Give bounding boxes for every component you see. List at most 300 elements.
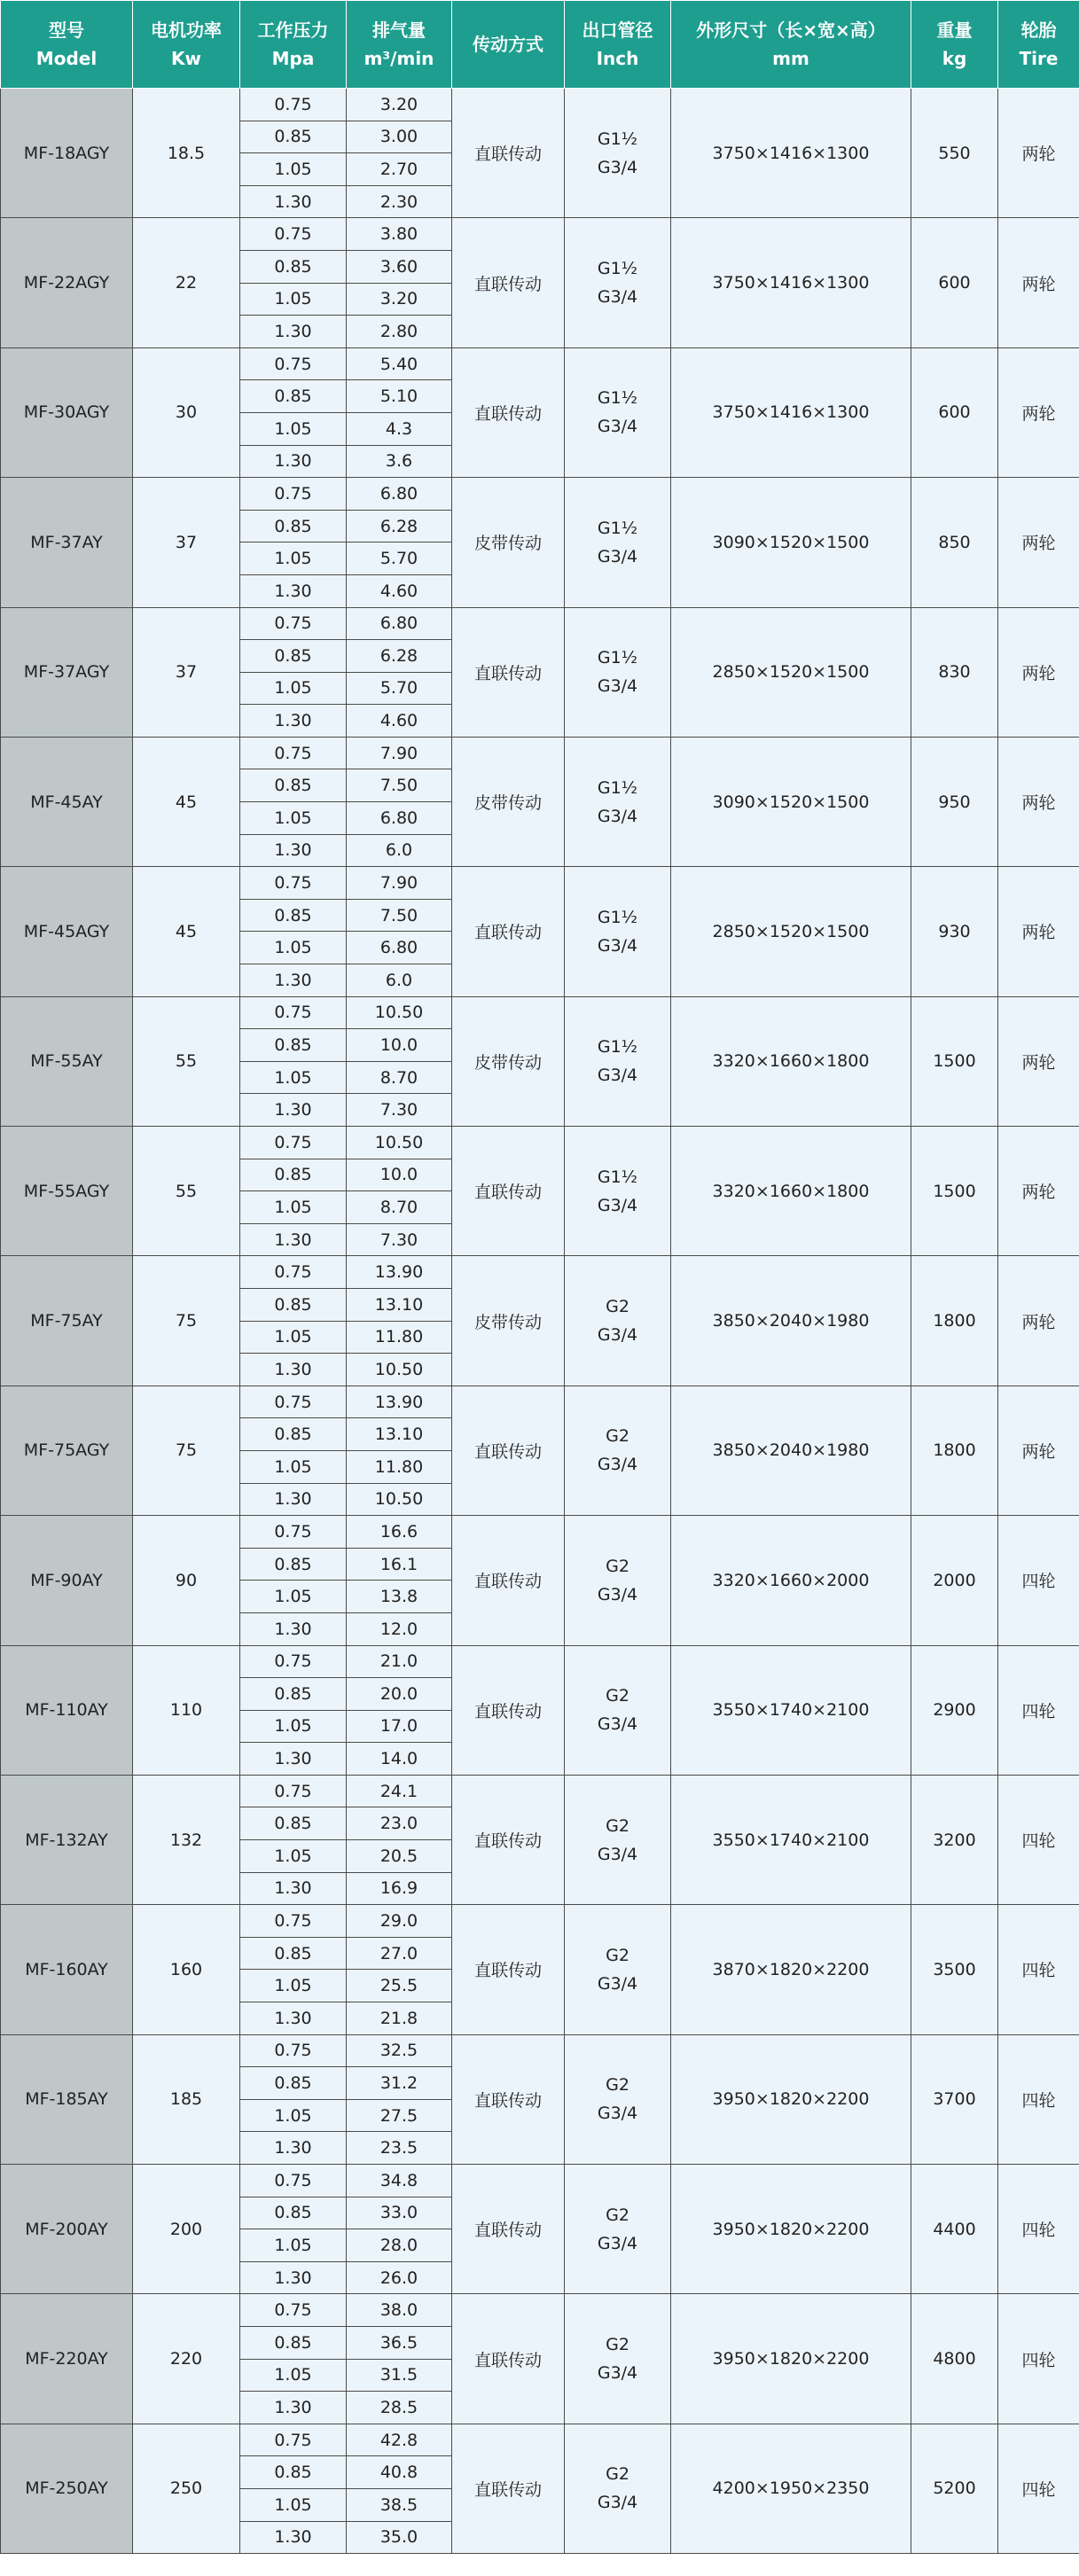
drive-cell: 皮带传动 bbox=[452, 478, 565, 607]
displacement-cell: 10.0 bbox=[347, 1029, 452, 1062]
drive-cell: 直联传动 bbox=[452, 1127, 565, 1256]
pressure-cell: 0.75 bbox=[240, 2034, 347, 2067]
weight-cell: 5200 bbox=[911, 2424, 998, 2553]
displacement-cell: 7.50 bbox=[347, 769, 452, 802]
displacement-cell: 33.0 bbox=[347, 2197, 452, 2229]
pressure-cell: 1.05 bbox=[240, 1450, 347, 1483]
table-row bbox=[1, 2294, 1079, 2327]
displacement-cell: 5.40 bbox=[347, 347, 452, 380]
displacement-cell: 3.6 bbox=[347, 445, 452, 478]
displacement-cell: 36.5 bbox=[347, 2326, 452, 2359]
model-cell: MF-220AY bbox=[1, 2294, 133, 2424]
outlet-cell bbox=[565, 2034, 671, 2164]
pressure-cell: 0.75 bbox=[240, 1775, 347, 1807]
model-cell: MF-37AY bbox=[1, 478, 133, 607]
drive-cell: 皮带传动 bbox=[452, 996, 565, 1126]
pressure-cell: 0.75 bbox=[240, 1516, 347, 1549]
power-cell: 45 bbox=[133, 867, 240, 996]
displacement-cell: 6.80 bbox=[347, 932, 452, 964]
pressure-cell: 1.30 bbox=[240, 2261, 347, 2294]
dimensions-cell: 3320×1660×1800 bbox=[671, 1127, 911, 1256]
outlet-secondary: G3/4 bbox=[597, 1844, 638, 1864]
header-tire bbox=[998, 1, 1079, 89]
outlet-main: G1½ bbox=[597, 907, 638, 927]
pressure-cell: 1.05 bbox=[240, 2099, 347, 2132]
drive-cell: 皮带传动 bbox=[452, 737, 565, 866]
model-cell: MF-45AY bbox=[1, 737, 133, 866]
displacement-cell: 6.80 bbox=[347, 478, 452, 511]
pressure-cell: 0.75 bbox=[240, 347, 347, 380]
outlet-main: G2 bbox=[606, 1945, 629, 1965]
header-pressure-en: Mpa bbox=[271, 48, 315, 69]
displacement-cell: 3.20 bbox=[347, 89, 452, 121]
displacement-cell: 4.60 bbox=[347, 574, 452, 607]
displacement-cell: 26.0 bbox=[347, 2261, 452, 2294]
outlet-cell bbox=[565, 2424, 671, 2553]
displacement-cell: 10.50 bbox=[347, 1127, 452, 1159]
tire-cell: 四轮 bbox=[998, 2424, 1079, 2553]
pressure-cell: 1.05 bbox=[240, 932, 347, 964]
displacement-cell: 13.8 bbox=[347, 1581, 452, 1613]
pressure-cell: 1.05 bbox=[240, 1840, 347, 1873]
displacement-cell: 31.5 bbox=[347, 2359, 452, 2392]
pressure-cell: 0.85 bbox=[240, 640, 347, 673]
outlet-main: G1½ bbox=[597, 388, 638, 409]
dimensions-cell: 3750×1416×1300 bbox=[671, 218, 911, 347]
model-cell: MF-75AY bbox=[1, 1256, 133, 1386]
displacement-cell: 3.00 bbox=[347, 121, 452, 153]
dimensions-cell: 2850×1520×1500 bbox=[671, 867, 911, 996]
power-cell: 55 bbox=[133, 1127, 240, 1256]
displacement-cell: 11.80 bbox=[347, 1450, 452, 1483]
pressure-cell: 0.75 bbox=[240, 478, 347, 511]
tire-cell: 四轮 bbox=[998, 2165, 1079, 2294]
displacement-cell: 20.0 bbox=[347, 1678, 452, 1711]
pressure-cell: 1.05 bbox=[240, 672, 347, 705]
header-pressure bbox=[240, 1, 347, 89]
table-header bbox=[1, 1, 1079, 89]
table-row bbox=[1, 89, 1079, 121]
dimensions-cell: 3550×1740×2100 bbox=[671, 1645, 911, 1775]
displacement-cell: 6.80 bbox=[347, 607, 452, 640]
model-cell: MF-132AY bbox=[1, 1775, 133, 1904]
outlet-cell bbox=[565, 1516, 671, 1645]
weight-cell: 3500 bbox=[911, 1905, 998, 2034]
pressure-cell: 1.30 bbox=[240, 1872, 347, 1905]
tire-cell: 两轮 bbox=[998, 607, 1079, 737]
displacement-cell: 6.28 bbox=[347, 510, 452, 543]
table-row bbox=[1, 867, 1079, 900]
table-row bbox=[1, 1386, 1079, 1418]
weight-cell: 1500 bbox=[911, 996, 998, 1126]
displacement-cell: 3.80 bbox=[347, 218, 452, 251]
pressure-cell: 1.30 bbox=[240, 1223, 347, 1256]
table-row bbox=[1, 996, 1079, 1029]
pressure-cell: 0.85 bbox=[240, 1159, 347, 1191]
outlet-secondary: G3/4 bbox=[597, 1714, 638, 1735]
displacement-cell: 4.3 bbox=[347, 412, 452, 445]
outlet-secondary: G3/4 bbox=[597, 1066, 638, 1086]
outlet-main: G2 bbox=[606, 2075, 629, 2096]
power-cell: 200 bbox=[133, 2165, 240, 2294]
outlet-main: G2 bbox=[606, 2464, 629, 2485]
pressure-cell: 1.30 bbox=[240, 1743, 347, 1776]
drive-cell: 直联传动 bbox=[452, 1386, 565, 1515]
drive-cell: 直联传动 bbox=[452, 1516, 565, 1645]
pressure-cell: 1.05 bbox=[240, 543, 347, 575]
displacement-cell: 25.5 bbox=[347, 1970, 452, 2002]
pressure-cell: 0.75 bbox=[240, 1386, 347, 1418]
tire-cell: 四轮 bbox=[998, 1516, 1079, 1645]
pressure-cell: 0.85 bbox=[240, 1678, 347, 1711]
power-cell: 250 bbox=[133, 2424, 240, 2553]
outlet-cell bbox=[565, 1386, 671, 1515]
power-cell: 160 bbox=[133, 1905, 240, 2034]
outlet-cell bbox=[565, 2294, 671, 2424]
model-cell: MF-250AY bbox=[1, 2424, 133, 2553]
displacement-cell: 2.30 bbox=[347, 185, 452, 218]
dimensions-cell: 3950×1820×2200 bbox=[671, 2034, 911, 2164]
table-row bbox=[1, 2424, 1079, 2456]
drive-cell: 直联传动 bbox=[452, 1775, 565, 1904]
weight-cell: 2900 bbox=[911, 1645, 998, 1775]
tire-cell: 四轮 bbox=[998, 2294, 1079, 2424]
pressure-cell: 1.05 bbox=[240, 153, 347, 186]
power-cell: 185 bbox=[133, 2034, 240, 2164]
outlet-main: G2 bbox=[606, 1297, 629, 1317]
outlet-cell bbox=[565, 607, 671, 737]
pressure-cell: 0.75 bbox=[240, 2424, 347, 2456]
weight-cell: 600 bbox=[911, 218, 998, 347]
weight-cell: 3200 bbox=[911, 1775, 998, 1904]
displacement-cell: 11.80 bbox=[347, 1321, 452, 1354]
dimensions-cell: 2850×1520×1500 bbox=[671, 607, 911, 737]
outlet-main: G2 bbox=[606, 1815, 629, 1836]
displacement-cell: 5.70 bbox=[347, 543, 452, 575]
outlet-cell bbox=[565, 1645, 671, 1775]
pressure-cell: 0.75 bbox=[240, 1645, 347, 1678]
pressure-cell: 1.30 bbox=[240, 2392, 347, 2424]
displacement-cell: 16.9 bbox=[347, 1872, 452, 1905]
pressure-cell: 1.30 bbox=[240, 1612, 347, 1645]
drive-cell: 直联传动 bbox=[452, 89, 565, 218]
weight-cell: 850 bbox=[911, 478, 998, 607]
pressure-cell: 1.30 bbox=[240, 2132, 347, 2165]
model-cell: MF-160AY bbox=[1, 1905, 133, 2034]
displacement-cell: 12.0 bbox=[347, 1612, 452, 1645]
tire-cell: 两轮 bbox=[998, 867, 1079, 996]
displacement-cell: 6.0 bbox=[347, 834, 452, 867]
pressure-cell: 0.85 bbox=[240, 1418, 347, 1451]
displacement-cell: 7.90 bbox=[347, 737, 452, 769]
pressure-cell: 1.05 bbox=[240, 2229, 347, 2262]
weight-cell: 1500 bbox=[911, 1127, 998, 1256]
pressure-cell: 1.05 bbox=[240, 1321, 347, 1354]
header-model-en: Model bbox=[35, 48, 98, 69]
power-cell: 132 bbox=[133, 1775, 240, 1904]
displacement-cell: 16.6 bbox=[347, 1516, 452, 1549]
outlet-main: G2 bbox=[606, 1556, 629, 1576]
displacement-cell: 16.1 bbox=[347, 1548, 452, 1581]
table-row bbox=[1, 1775, 1079, 1807]
header-displacement-en: m³/min bbox=[364, 48, 434, 69]
weight-cell: 4400 bbox=[911, 2165, 998, 2294]
dimensions-cell: 3750×1416×1300 bbox=[671, 89, 911, 218]
outlet-secondary: G3/4 bbox=[597, 676, 638, 697]
pressure-cell: 0.75 bbox=[240, 737, 347, 769]
displacement-cell: 32.5 bbox=[347, 2034, 452, 2067]
model-cell: MF-45AGY bbox=[1, 867, 133, 996]
pressure-cell: 0.85 bbox=[240, 1937, 347, 1970]
power-cell: 45 bbox=[133, 737, 240, 866]
pressure-cell: 1.30 bbox=[240, 574, 347, 607]
outlet-secondary: G3/4 bbox=[597, 2233, 638, 2253]
displacement-cell: 31.2 bbox=[347, 2067, 452, 2100]
power-cell: 220 bbox=[133, 2294, 240, 2424]
outlet-secondary: G3/4 bbox=[597, 157, 638, 177]
tire-cell: 两轮 bbox=[998, 996, 1079, 1126]
header-power-cn: 电机功率 bbox=[151, 20, 222, 41]
power-cell: 110 bbox=[133, 1645, 240, 1775]
outlet-cell bbox=[565, 218, 671, 347]
displacement-cell: 5.10 bbox=[347, 380, 452, 413]
displacement-cell: 6.28 bbox=[347, 640, 452, 673]
displacement-cell: 7.50 bbox=[347, 899, 452, 932]
tire-cell: 四轮 bbox=[998, 1645, 1079, 1775]
pressure-cell: 1.30 bbox=[240, 705, 347, 738]
pressure-cell: 1.05 bbox=[240, 1710, 347, 1743]
outlet-secondary: G3/4 bbox=[597, 806, 638, 826]
power-cell: 18.5 bbox=[133, 89, 240, 218]
displacement-cell: 4.60 bbox=[347, 705, 452, 738]
displacement-cell: 7.90 bbox=[347, 867, 452, 900]
displacement-cell: 27.0 bbox=[347, 1937, 452, 1970]
outlet-main: G1½ bbox=[597, 1037, 638, 1058]
drive-cell: 直联传动 bbox=[452, 2424, 565, 2553]
outlet-cell bbox=[565, 2165, 671, 2294]
pressure-cell: 0.85 bbox=[240, 121, 347, 153]
displacement-cell: 7.30 bbox=[347, 1223, 452, 1256]
table-row bbox=[1, 1127, 1079, 1159]
pressure-cell: 1.30 bbox=[240, 185, 347, 218]
header-dimensions-en: mm bbox=[772, 48, 809, 69]
header-weight bbox=[911, 1, 998, 89]
pressure-cell: 0.75 bbox=[240, 867, 347, 900]
displacement-cell: 10.50 bbox=[347, 1483, 452, 1516]
weight-cell: 3700 bbox=[911, 2034, 998, 2164]
outlet-cell bbox=[565, 1775, 671, 1904]
weight-cell: 4800 bbox=[911, 2294, 998, 2424]
pressure-cell: 0.85 bbox=[240, 899, 347, 932]
pressure-cell: 0.85 bbox=[240, 510, 347, 543]
outlet-main: G2 bbox=[606, 1686, 629, 1706]
displacement-cell: 29.0 bbox=[347, 1905, 452, 1938]
pressure-cell: 1.05 bbox=[240, 2488, 347, 2521]
displacement-cell: 2.70 bbox=[347, 153, 452, 186]
pressure-cell: 0.85 bbox=[240, 2197, 347, 2229]
displacement-cell: 27.5 bbox=[347, 2099, 452, 2132]
table-row bbox=[1, 1645, 1079, 1678]
pressure-cell: 0.75 bbox=[240, 89, 347, 121]
outlet-secondary: G3/4 bbox=[597, 2104, 638, 2124]
outlet-secondary: G3/4 bbox=[597, 1584, 638, 1604]
pressure-cell: 1.05 bbox=[240, 1581, 347, 1613]
header-row bbox=[1, 1, 1079, 89]
pressure-cell: 1.30 bbox=[240, 316, 347, 348]
table-row bbox=[1, 347, 1079, 380]
pressure-cell: 1.30 bbox=[240, 964, 347, 997]
displacement-cell: 3.20 bbox=[347, 283, 452, 316]
displacement-cell: 10.0 bbox=[347, 1159, 452, 1191]
header-power bbox=[133, 1, 240, 89]
tire-cell: 两轮 bbox=[998, 1256, 1079, 1386]
model-cell: MF-200AY bbox=[1, 2165, 133, 2294]
pressure-cell: 1.05 bbox=[240, 2359, 347, 2392]
outlet-secondary: G3/4 bbox=[597, 1195, 638, 1215]
pressure-cell: 0.75 bbox=[240, 1127, 347, 1159]
displacement-cell: 28.5 bbox=[347, 2392, 452, 2424]
header-power-en: Kw bbox=[171, 48, 201, 69]
pressure-cell: 0.75 bbox=[240, 607, 347, 640]
pressure-cell: 0.75 bbox=[240, 1905, 347, 1938]
table-row bbox=[1, 1256, 1079, 1289]
outlet-cell bbox=[565, 737, 671, 866]
weight-cell: 1800 bbox=[911, 1256, 998, 1386]
power-cell: 75 bbox=[133, 1256, 240, 1386]
table-row bbox=[1, 737, 1079, 769]
displacement-cell: 13.10 bbox=[347, 1418, 452, 1451]
pressure-cell: 0.85 bbox=[240, 769, 347, 802]
tire-cell: 四轮 bbox=[998, 1775, 1079, 1904]
header-model bbox=[1, 1, 133, 89]
pressure-cell: 0.75 bbox=[240, 1256, 347, 1289]
pressure-cell: 0.75 bbox=[240, 996, 347, 1029]
header-pressure-cn: 工作压力 bbox=[257, 20, 329, 41]
power-cell: 55 bbox=[133, 996, 240, 1126]
displacement-cell: 6.80 bbox=[347, 802, 452, 835]
displacement-cell: 34.8 bbox=[347, 2165, 452, 2197]
pressure-cell: 1.30 bbox=[240, 2521, 347, 2554]
dimensions-cell: 3320×1660×2000 bbox=[671, 1516, 911, 1645]
displacement-cell: 13.90 bbox=[347, 1386, 452, 1418]
drive-cell: 直联传动 bbox=[452, 347, 565, 477]
model-cell: MF-22AGY bbox=[1, 218, 133, 347]
dimensions-cell: 3090×1520×1500 bbox=[671, 478, 911, 607]
outlet-main: G1½ bbox=[597, 259, 638, 279]
power-cell: 75 bbox=[133, 1386, 240, 1515]
dimensions-cell: 3950×1820×2200 bbox=[671, 2165, 911, 2294]
displacement-cell: 35.0 bbox=[347, 2521, 452, 2554]
header-weight-en: kg bbox=[942, 48, 967, 69]
dimensions-cell: 3550×1740×2100 bbox=[671, 1775, 911, 1904]
outlet-secondary: G3/4 bbox=[597, 1973, 638, 1994]
header-dimensions bbox=[671, 1, 911, 89]
outlet-secondary: G3/4 bbox=[597, 417, 638, 437]
table-body bbox=[1, 89, 1079, 2554]
pressure-cell: 0.85 bbox=[240, 1807, 347, 1840]
header-drive bbox=[452, 1, 565, 89]
tire-cell: 四轮 bbox=[998, 1905, 1079, 2034]
dimensions-cell: 3750×1416×1300 bbox=[671, 347, 911, 477]
drive-cell: 皮带传动 bbox=[452, 1256, 565, 1386]
outlet-cell bbox=[565, 1905, 671, 2034]
outlet-main: G2 bbox=[606, 2335, 629, 2355]
table-row bbox=[1, 2034, 1079, 2067]
table-row bbox=[1, 1516, 1079, 1549]
outlet-main: G1½ bbox=[597, 777, 638, 798]
displacement-cell: 13.90 bbox=[347, 1256, 452, 1289]
header-dimensions-cn: 外形尺寸（长×宽×高） bbox=[696, 20, 886, 41]
weight-cell: 2000 bbox=[911, 1516, 998, 1645]
displacement-cell: 8.70 bbox=[347, 1191, 452, 1224]
tire-cell: 两轮 bbox=[998, 218, 1079, 347]
displacement-cell: 8.70 bbox=[347, 1061, 452, 1094]
outlet-cell bbox=[565, 89, 671, 218]
power-cell: 37 bbox=[133, 607, 240, 737]
pressure-cell: 1.30 bbox=[240, 834, 347, 867]
model-cell: MF-37AGY bbox=[1, 607, 133, 737]
drive-cell: 直联传动 bbox=[452, 2034, 565, 2164]
outlet-secondary: G3/4 bbox=[597, 935, 638, 956]
pressure-cell: 0.75 bbox=[240, 218, 347, 251]
tire-cell: 两轮 bbox=[998, 347, 1079, 477]
weight-cell: 930 bbox=[911, 867, 998, 996]
table-row bbox=[1, 218, 1079, 251]
outlet-cell bbox=[565, 996, 671, 1126]
dimensions-cell: 3850×2040×1980 bbox=[671, 1386, 911, 1515]
displacement-cell: 23.5 bbox=[347, 2132, 452, 2165]
header-displacement-cn: 排气量 bbox=[372, 20, 426, 41]
pressure-cell: 0.85 bbox=[240, 250, 347, 283]
model-cell: MF-90AY bbox=[1, 1516, 133, 1645]
pressure-cell: 1.30 bbox=[240, 1483, 347, 1516]
outlet-secondary: G3/4 bbox=[597, 1455, 638, 1475]
outlet-secondary: G3/4 bbox=[597, 1325, 638, 1346]
header-tire-cn: 轮胎 bbox=[1020, 20, 1057, 41]
displacement-cell: 38.0 bbox=[347, 2294, 452, 2327]
displacement-cell: 2.80 bbox=[347, 316, 452, 348]
displacement-cell: 3.60 bbox=[347, 250, 452, 283]
dimensions-cell: 3090×1520×1500 bbox=[671, 737, 911, 866]
pressure-cell: 1.05 bbox=[240, 802, 347, 835]
tire-cell: 四轮 bbox=[998, 2034, 1079, 2164]
pressure-cell: 1.05 bbox=[240, 283, 347, 316]
outlet-main: G1½ bbox=[597, 129, 638, 149]
pressure-cell: 0.85 bbox=[240, 2326, 347, 2359]
displacement-cell: 20.5 bbox=[347, 1840, 452, 1873]
pressure-cell: 1.30 bbox=[240, 1354, 347, 1386]
table-row bbox=[1, 1905, 1079, 1938]
pressure-cell: 1.30 bbox=[240, 2002, 347, 2035]
tire-cell: 两轮 bbox=[998, 89, 1079, 218]
outlet-main: G2 bbox=[606, 1426, 629, 1447]
weight-cell: 950 bbox=[911, 737, 998, 866]
model-cell: MF-18AGY bbox=[1, 89, 133, 218]
dimensions-cell: 3950×1820×2200 bbox=[671, 2294, 911, 2424]
table-row bbox=[1, 478, 1079, 511]
displacement-cell: 13.10 bbox=[347, 1288, 452, 1321]
weight-cell: 1800 bbox=[911, 1386, 998, 1515]
model-cell: MF-30AGY bbox=[1, 347, 133, 477]
header-drive-cn: 传动方式 bbox=[473, 34, 543, 55]
tire-cell: 两轮 bbox=[998, 478, 1079, 607]
tire-cell: 两轮 bbox=[998, 1127, 1079, 1256]
displacement-cell: 38.5 bbox=[347, 2488, 452, 2521]
power-cell: 22 bbox=[133, 218, 240, 347]
outlet-secondary: G3/4 bbox=[597, 287, 638, 308]
pressure-cell: 1.30 bbox=[240, 1094, 347, 1127]
outlet-main: G1½ bbox=[597, 648, 638, 668]
